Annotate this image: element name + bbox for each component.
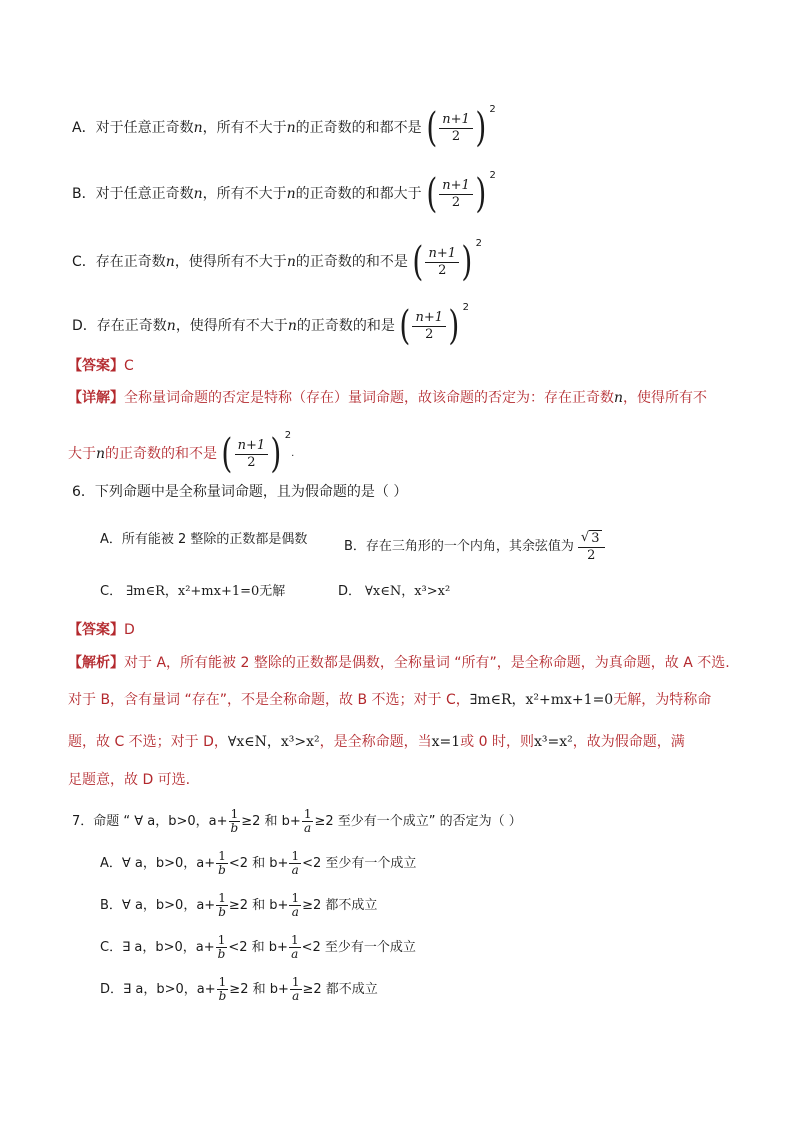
q6-answer [68, 620, 135, 640]
frac-numerator: n+1 [439, 178, 473, 195]
frac-numerator: n+1 [235, 438, 269, 455]
frac-denominator: b [217, 947, 226, 961]
stem-text: ≥2 和 b+ [241, 813, 301, 829]
option-text: ，使得所有不大于 [174, 254, 287, 270]
q6-option-c [100, 582, 285, 602]
analysis-text: 无解，为特称命 [613, 692, 712, 708]
frac-1-over-a [302, 808, 314, 835]
detail-text: ，使得所有不 [623, 390, 708, 406]
q7-option-b [100, 892, 377, 919]
frac-1-over-a [289, 892, 301, 919]
radicand: 3 [591, 531, 600, 546]
math-var: n [286, 186, 296, 202]
option-text: B．存在三角形的一个内角，其余弦值为 [344, 539, 574, 554]
q6-analysis-line4 [68, 770, 190, 790]
frac-denominator: a [291, 863, 299, 877]
answer-tag: 【答案】 [68, 358, 124, 374]
math-var: n [286, 120, 296, 136]
frac-denominator: b [218, 905, 226, 919]
frac-numerator: 1 [291, 975, 300, 989]
frac-1-over-b [217, 976, 229, 1003]
analysis-text: 对于 B，含有量词 “存在”，不是全称命题，故 B 不选；对于 C， [68, 692, 470, 708]
q6-stem [72, 482, 407, 502]
option-text: A．所有能被 2 整除的正数都是偶数 [100, 532, 308, 547]
q5-option-b [72, 170, 496, 217]
option-label: D． [72, 318, 97, 334]
option-text: ≥2 都不成立 [302, 981, 378, 997]
option-label: C． [72, 254, 96, 270]
frac-denominator: b [218, 863, 226, 877]
analysis-text: 或 0 时，则 [460, 734, 534, 750]
frac-1-over-b [216, 850, 228, 877]
analysis-tag: 【解析】 [68, 655, 124, 671]
analysis-text: 题，故 C 不选；对于 D， [68, 734, 228, 750]
option-text: 无解 [259, 584, 286, 599]
frac-denominator: 2 [587, 548, 596, 563]
option-text: B．∀ a，b>0，a+ [100, 897, 216, 913]
analysis-text: ，是全称命题，当 [319, 734, 432, 750]
exponent: 2 [489, 104, 496, 115]
option-text: <2 至少有一个成立 [302, 855, 417, 871]
frac-denominator: a [291, 905, 299, 919]
frac-numerator: n+1 [425, 246, 459, 263]
option-text: 存在正奇数 [95, 254, 166, 270]
option-text: <2 和 b+ [228, 939, 288, 955]
option-text: D．∃ a，b>0，a+ [100, 981, 216, 997]
exponent: 2 [284, 430, 292, 441]
question-stem: 6．下列命题中是全称量词命题，且为假命题的是（ ） [72, 484, 408, 500]
frac-denominator: a [291, 947, 299, 961]
sqrt-expression: √ 3 [580, 530, 600, 546]
q5-detail-line1 [68, 388, 707, 408]
frac-denominator: 2 [451, 194, 461, 210]
math-expression: ∃m∈R，x²+mx+1=0 [469, 692, 614, 708]
option-label: C． [100, 584, 123, 599]
q7-stem [72, 808, 522, 835]
detail-text: 大于 [68, 446, 96, 462]
stem-text: 7．命题 “ ∀ a，b>0，a+ [72, 813, 228, 829]
q5-option-c [72, 238, 482, 285]
option-text: ，所有不大于 [202, 120, 287, 136]
option-text: 对于任意正奇数 [95, 186, 194, 202]
period: . [291, 448, 295, 459]
option-text: <2 和 b+ [228, 855, 289, 871]
frac-1-over-b [216, 934, 228, 961]
frac-numerator: 1 [291, 849, 300, 863]
frac-numerator: n+1 [412, 310, 446, 327]
option-label: A． [72, 120, 96, 136]
option-text: 的正奇数的和都不是 [295, 120, 422, 136]
q7-option-c [100, 934, 416, 961]
fraction-expression: ( $\frac{n+1}{2}$ ) 2 [219, 434, 291, 474]
option-text: 对于任意正奇数 [95, 120, 194, 136]
option-text: ≥2 和 b+ [229, 981, 289, 997]
option-text: <2 至少有一个成立 [301, 939, 416, 955]
frac-1-over-b [229, 808, 241, 835]
math-expression: ∀x∈N，x³>x² [227, 734, 320, 750]
q6-analysis-line1 [68, 653, 730, 673]
frac-1-over-a [290, 976, 302, 1003]
exponent: 2 [489, 170, 496, 181]
q5-option-a [72, 104, 496, 151]
q6-analysis-line3 [68, 732, 685, 752]
q7-option-a [100, 850, 416, 877]
frac-1-over-b [216, 892, 228, 919]
fraction-expression: ( $\frac{n+1}{2}$ ) 2 [424, 174, 496, 214]
frac-denominator: 2 [425, 326, 434, 342]
q5-answer [68, 356, 134, 376]
frac-numerator: 1 [217, 933, 226, 947]
option-text: ，所有不大于 [202, 186, 287, 202]
math-var: n [614, 390, 624, 406]
detail-text: 的正奇数的和不是 [105, 446, 218, 462]
math-var: n [287, 318, 297, 334]
math-expression: x³=x² [533, 734, 573, 750]
math-var: n [96, 446, 106, 462]
frac-denominator: a [304, 821, 312, 835]
frac-denominator: b [230, 821, 239, 835]
frac-numerator: 1 [218, 891, 226, 905]
q5-detail-line2 [68, 430, 295, 477]
fraction-expression: ( $\frac{n+1}{2}$ ) 2 [397, 306, 469, 346]
analysis-text: ，故为假命题，满 [572, 734, 685, 750]
detail-tag: 【详解】 [68, 390, 124, 406]
frac-numerator: 1 [218, 975, 227, 989]
analysis-text: 对于 A，所有能被 2 整除的正数都是偶数，全称量词 “所有”，是全称命题，为真命题，故 A 不选. [124, 655, 730, 671]
math-expression: ∃m∈R，x²+mx+1=0 [126, 584, 260, 599]
frac-numerator: 1 [230, 807, 239, 821]
answer-value: C [124, 358, 134, 374]
option-text: 的正奇数的和都大于 [295, 186, 422, 202]
frac-denominator: a [292, 989, 300, 1003]
answer-value: D [124, 622, 135, 638]
math-var: n [286, 254, 296, 270]
frac-numerator: 1 [218, 849, 226, 863]
frac-numerator: 1 [290, 933, 299, 947]
sqrt3-over-2 [578, 530, 605, 564]
frac-denominator: 2 [438, 262, 447, 278]
math-var: n [193, 120, 203, 136]
math-var: n [166, 318, 176, 334]
option-text: ，使得所有不大于 [175, 318, 288, 334]
frac-denominator: 2 [247, 454, 256, 470]
stem-text: ≥2 至少有一个成立” 的否定为（ ） [314, 813, 522, 829]
q5-option-d [72, 302, 469, 349]
q6-option-d [338, 582, 450, 602]
frac-1-over-a [289, 934, 301, 961]
frac-numerator: 1 [303, 807, 312, 821]
math-var: n [193, 186, 203, 202]
q6-option-a [100, 530, 307, 550]
option-text: 存在正奇数 [96, 318, 167, 334]
math-expression: x=1 [431, 734, 461, 750]
exponent: 2 [462, 302, 469, 313]
option-label: B． [72, 186, 96, 202]
frac-1-over-a [289, 850, 301, 877]
q6-analysis-line2 [68, 690, 711, 710]
option-text: 的正奇数的和不是 [295, 254, 408, 270]
q6-option-b [344, 530, 605, 564]
option-text: ≥2 都不成立 [302, 897, 378, 913]
math-var: n [165, 254, 175, 270]
frac-numerator: 1 [291, 891, 300, 905]
analysis-text: 足题意，故 D 可选. [68, 772, 191, 788]
fraction-expression: ( $\frac{n+1}{2}$ ) 2 [410, 242, 482, 282]
fraction-expression: ( $\frac{n+1}{2}$ ) 2 [424, 108, 496, 148]
option-text: ≥2 和 b+ [228, 897, 289, 913]
frac-denominator: b [218, 989, 227, 1003]
detail-text: 全称量词命题的否定是特称（存在）量词命题，故该命题的否定为：存在正奇数 [124, 390, 614, 406]
option-text: 的正奇数的和是 [296, 318, 395, 334]
q7-option-d [100, 976, 378, 1003]
exponent: 2 [475, 238, 482, 249]
frac-numerator: n+1 [439, 112, 473, 129]
frac-denominator: 2 [451, 128, 461, 144]
option-text: A．∀ a，b>0，a+ [100, 855, 216, 871]
answer-tag: 【答案】 [68, 622, 124, 638]
option-text: C．∃ a，b>0，a+ [100, 939, 215, 955]
option-label: D． [338, 584, 362, 599]
math-expression: ∀x∈N，x³>x² [365, 584, 451, 599]
